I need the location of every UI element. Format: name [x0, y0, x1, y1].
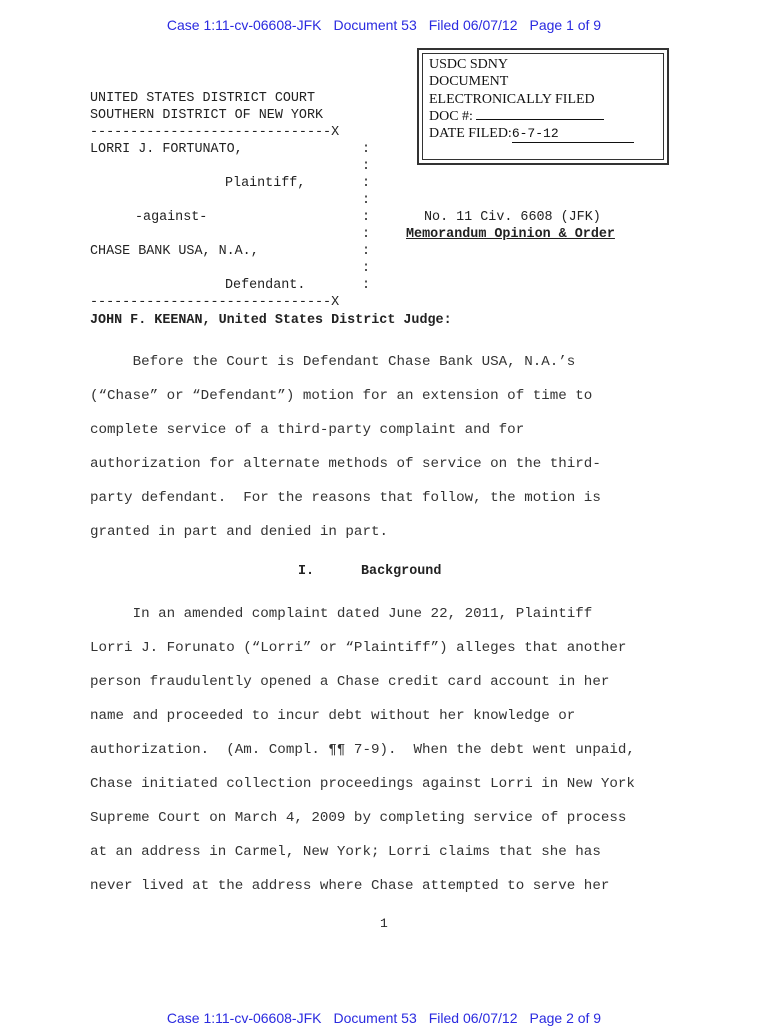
case-number: No. 11 Civ. 6608 (JFK): [424, 210, 601, 225]
caption-colon: :: [362, 142, 371, 157]
caption-colon: :: [362, 159, 371, 174]
ecf-page-count: Page 1 of 9: [529, 17, 602, 33]
caption-colon: :: [362, 261, 371, 276]
caption-colon: :: [362, 176, 371, 191]
intro-line: Before the Court is Defendant Chase Bank USA, N.A.’s: [90, 354, 576, 370]
stamp-court-line: USDC SDNY: [429, 57, 508, 72]
versus-label: -against-: [135, 210, 208, 225]
court-name: [90, 90, 323, 124]
ecf-filed-date: Filed 06/07/12: [428, 17, 518, 33]
filing-stamp-text: [429, 56, 634, 143]
background-line: at an address in Carmel, New York; Lorri claims that she has: [90, 844, 601, 860]
caption-rule-bottom: ------------------------------X: [90, 295, 340, 310]
caption-colon-column: [362, 141, 370, 294]
background-line: authorization. (Am. Compl. ¶¶ 7-9). When the debt went unpaid,: [90, 742, 635, 758]
caption-colon: :: [362, 278, 371, 293]
intro-paragraph: [90, 345, 601, 549]
background-line: person fraudulently opened a Chase credit card account in her: [90, 674, 610, 690]
ecf-page-count: Page 2 of 9: [529, 1010, 602, 1026]
intro-line: authorization for alternate methods of service on the third-: [90, 456, 601, 472]
document-title: Memorandum Opinion & Order: [406, 227, 615, 242]
intro-line: granted in part and denied in part.: [90, 524, 388, 540]
court-name-line-1: UNITED STATES DISTRICT COURT: [90, 91, 315, 106]
judge-line: JOHN F. KEENAN, United States District Judge:: [90, 313, 452, 328]
section-numeral: I.: [298, 564, 315, 579]
background-line: never lived at the address where Chase attempted to serve her: [90, 878, 610, 894]
background-paragraph: [90, 597, 635, 903]
ecf-case-number: Case 1:11-cv-06608-JFK: [166, 17, 322, 33]
ecf-case-number: Case 1:11-cv-06608-JFK: [166, 1010, 322, 1026]
ecf-document-number: Document 53: [333, 17, 417, 33]
caption-colon: :: [362, 244, 371, 259]
background-line: Supreme Court on March 4, 2009 by completing service of process: [90, 810, 627, 826]
intro-line: complete service of a third-party complaint and for: [90, 422, 525, 438]
stamp-date-row: [429, 125, 634, 143]
plaintiff-name: LORRI J. FORTUNATO,: [90, 142, 243, 157]
intro-line: (“Chase” or “Defendant”) motion for an extension of time to: [90, 388, 593, 404]
ecf-header: [0, 17, 768, 33]
defendant-name: CHASE BANK USA, N.A.,: [90, 244, 259, 259]
background-line: Lorri J. Forunato (“Lorri” or “Plaintiff”) alleges that another: [90, 640, 627, 656]
background-line: name and proceeded to incur debt without her knowledge or: [90, 708, 576, 724]
caption-colon: :: [362, 193, 371, 208]
stamp-doc-label: DOC #:: [429, 108, 473, 124]
ecf-document-number: Document 53: [333, 1010, 417, 1026]
intro-line: party defendant. For the reasons that follow, the motion is: [90, 490, 601, 506]
court-name-line-2: SOUTHERN DISTRICT OF NEW YORK: [90, 108, 324, 123]
page-number: 1: [380, 916, 388, 931]
defendant-role: Defendant.: [225, 278, 306, 293]
stamp-doc-number-row: [429, 108, 634, 125]
caption-rule-top: ------------------------------X: [90, 125, 340, 140]
stamp-electronic-line: ELECTRONICALLY FILED: [429, 91, 595, 107]
stamp-date-value: 6-7-12: [512, 125, 634, 143]
filing-stamp: [417, 48, 669, 165]
stamp-document-line: DOCUMENT: [429, 74, 509, 90]
background-line: Chase initiated collection proceedings against Lorri in New York: [90, 776, 635, 792]
stamp-date-label: DATE FILED:: [429, 126, 512, 142]
stamp-doc-value: [476, 119, 604, 120]
caption-colon: :: [362, 210, 371, 225]
section-heading: Background: [361, 564, 442, 579]
ecf-filed-date: Filed 06/07/12: [428, 1010, 518, 1026]
background-line: In an amended complaint dated June 22, 2011, Plaintiff: [90, 606, 593, 622]
plaintiff-role: Plaintiff,: [225, 176, 306, 191]
caption-colon: :: [362, 227, 371, 242]
